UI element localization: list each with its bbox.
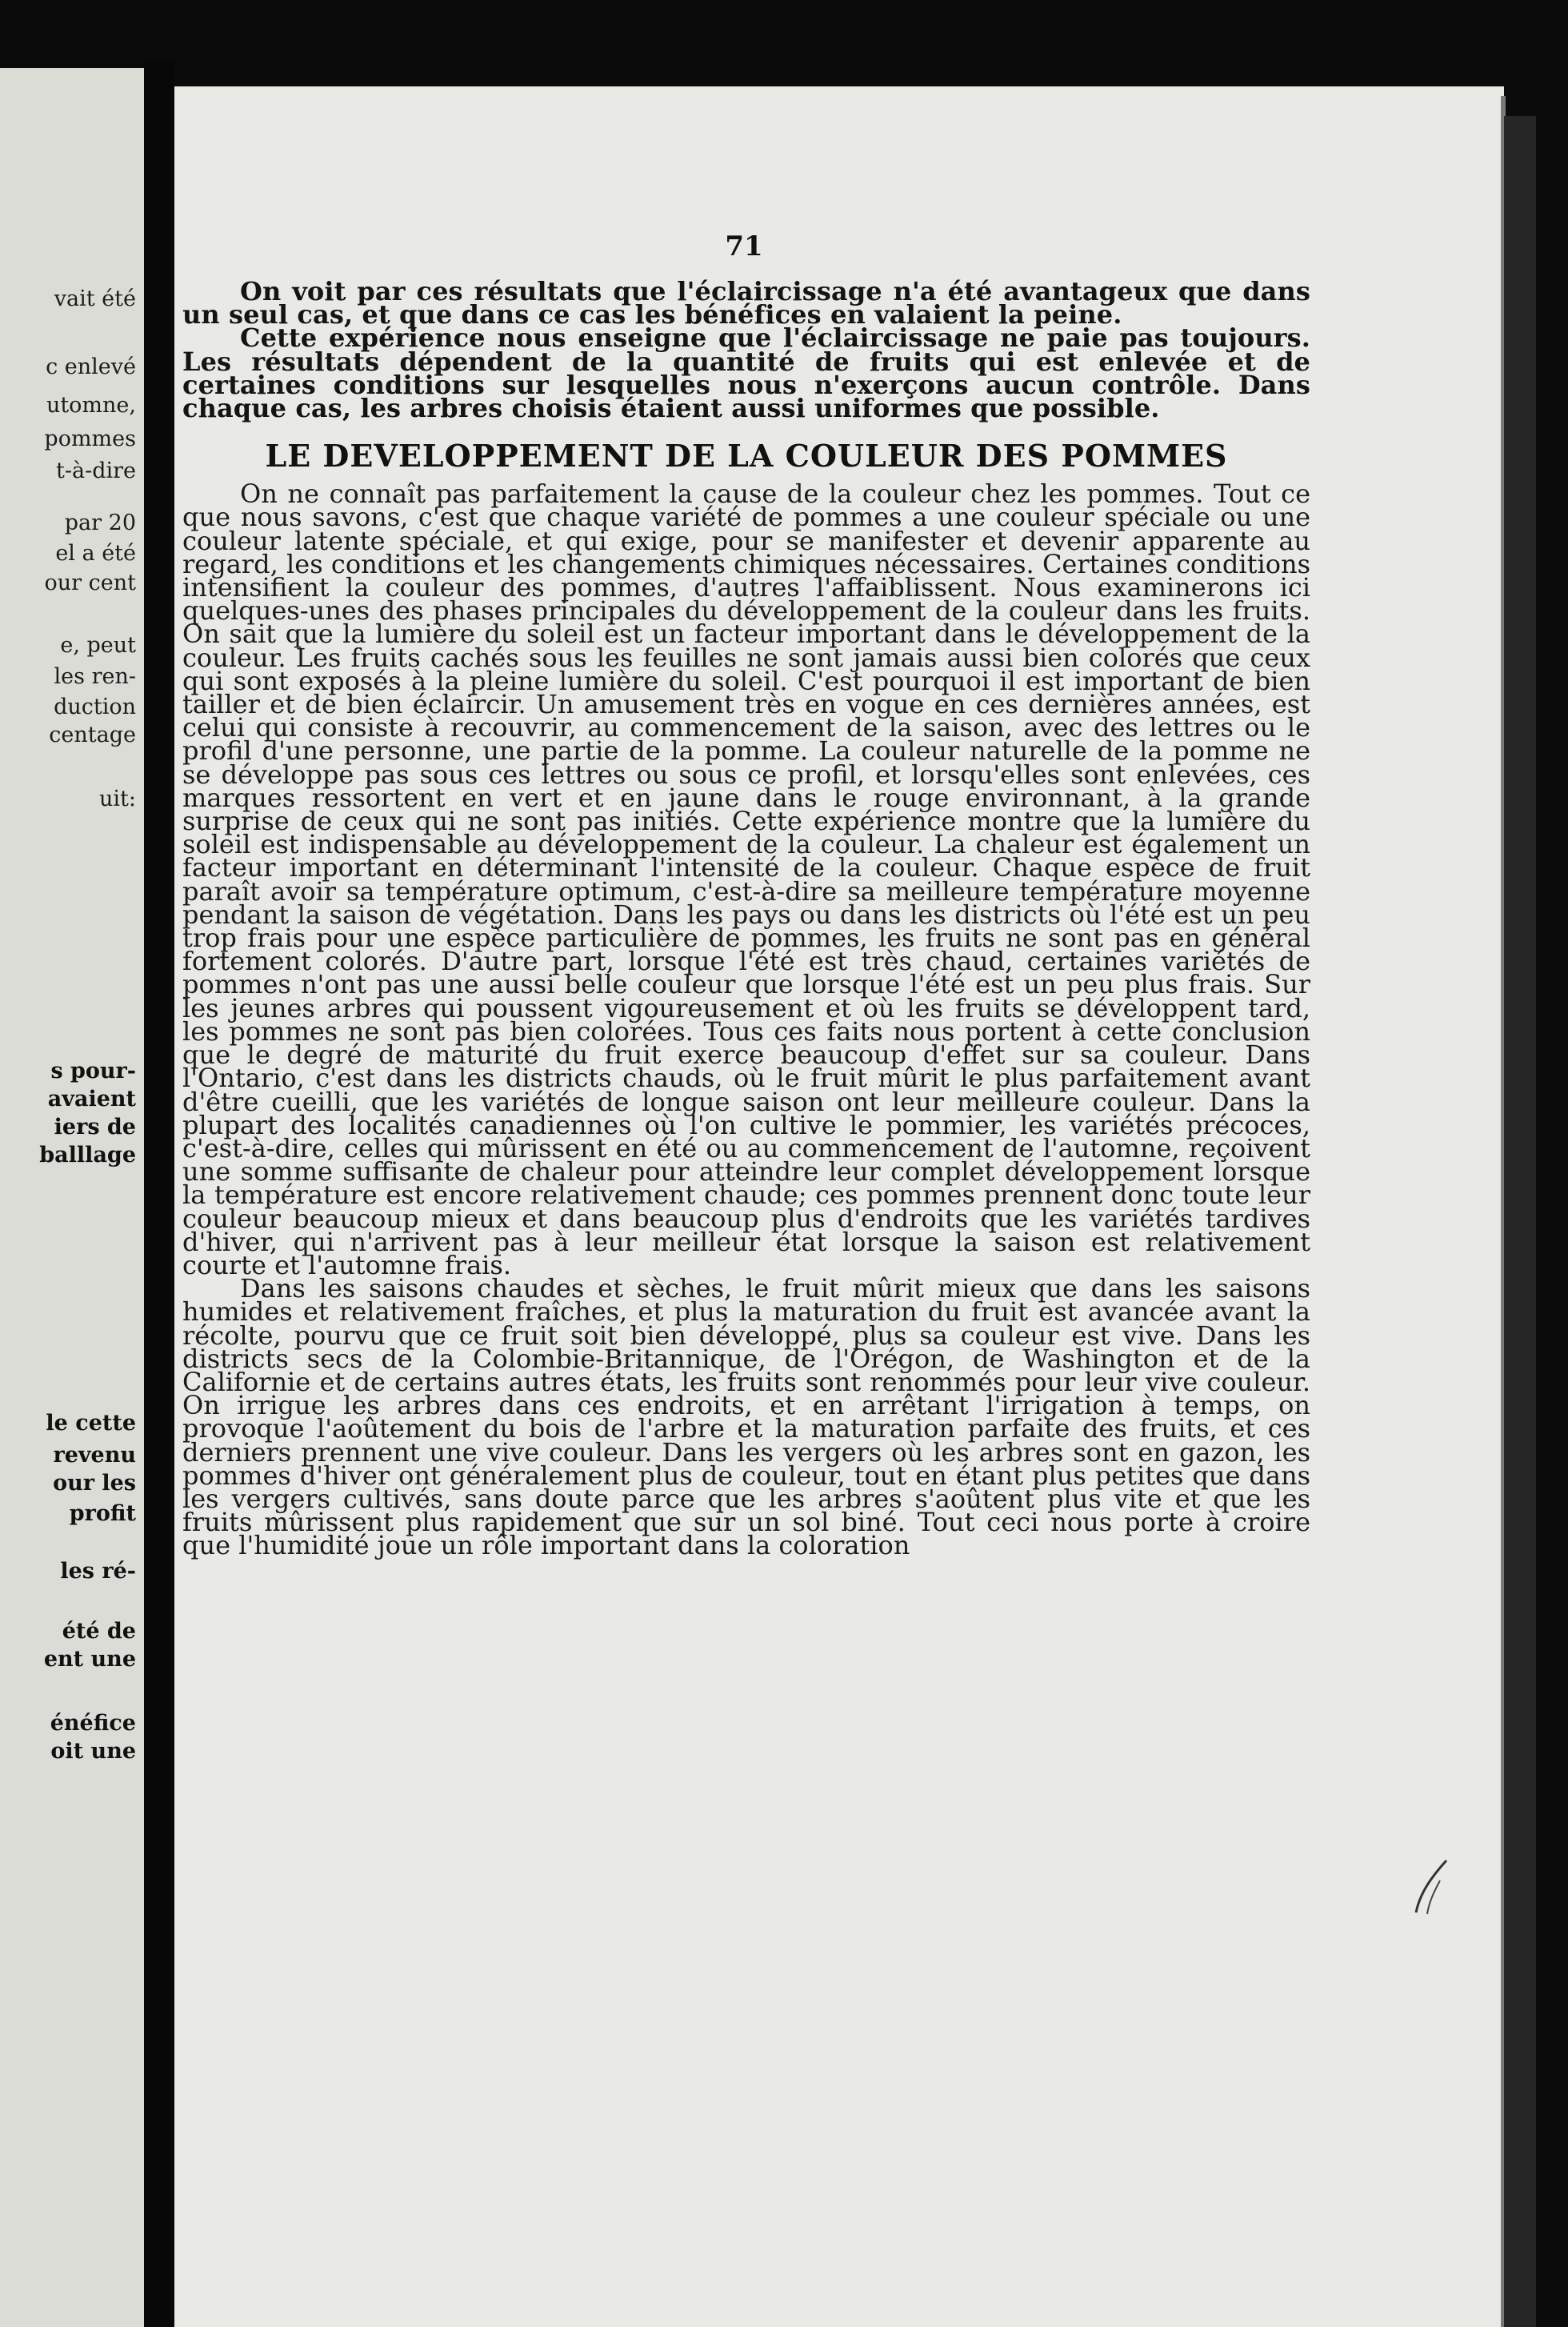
- left-page-text-fragment: balllage: [39, 1143, 136, 1168]
- body-paragraph: Dans les saisons chaudes et sèches, le fruit mûrit mieux que dans les saisons humides et relativement fraîches, et plus la maturation du fruit est avancée avant la récolte, pourvu que ce fruit soit bien développé, plus sa couleur est vive. Dans les districts secs de la Colombie-Britannique, de l'Orégon, de Washington et de la Californie et de certains autres états, les fruits sont renommés pour leur vive couleur. On irrigue les arbres dans ces endroits, et en arrêtant l'irrigation à temps, on provoque l'aoûtement du bois de l'arbre et la maturation parfaite des fruits, et ces derniers prennent une vive couleur. Dans les vergers où les arbres sont en gazon, les pommes d'hiver ont généralement plus de couleur, tout en étant plus petites que dans les vergers cultivés, sans doute parce que les arbres s'aoûtent plus vite et que les fruits mûrissent plus rapidement que sur un sol biné. Tout ceci nous porte à croire que l'humidité joue un rôle important dans la coloration: [182, 1273, 1310, 1561]
- left-page-text-fragment: énéfice: [50, 1711, 136, 1736]
- left-page-text-fragment: profit: [69, 1501, 136, 1526]
- left-page-text-fragment: revenu: [53, 1443, 136, 1468]
- intro-paragraph: On voit par ces résultats que l'éclaircissage n'a été avantageux que dans un seul cas, et que dans ce cas les bénéfices en valaient la peine.: [182, 276, 1310, 330]
- body-paragraph: On ne connaît pas parfaitement la cause de la couleur chez les pommes. Tout ce que nous savons, c'est que chaque variété de pommes a une couleur spéciale ou une couleur latente spéciale, et qui exige, pour se manifester et devenir apparente au regard, les conditions et les changements chimiques nécessaires. Certaines conditions intensifient la couleur des pommes, d'autres l'affaiblissent. Nous examinerons ici quelques-unes des phases principales du développement de la couleur dans les fruits. On sait que la lumière du soleil est un facteur important dans le développement de la couleur. Les fruits cachés sous les feuilles ne sont jamais aussi bien colorés que ceux qui sont exposés à la pleine lumière du soleil. C'est pourquoi il est important de bien tailler et de bien éclaircir. Un amusement très en vogue en ces dernières années, est celui qui consiste à recouvrir, au commencement de la saison, avec des lettres ou le profil d'une personne, une partie de la pomme. La couleur naturelle de la pomme ne se développe pas sous ces lettres ou sous ce profil, et lorsqu'elles sont enlevées, ces marques ressortent en vert et en jaune dans le rouge environnant, à la grande surprise de ceux qui ne sont pas initiés. Cette expérience montre que la lumière du soleil est indispensable au développement de la couleur. La chaleur est également un facteur important en déterminant l'intensité de la couleur. Chaque espèce de fruit paraît avoir sa température optimum, c'est-à-dire sa meilleure température moyenne pendant la saison de végétation. Dans les pays ou dans les districts où l'été est un peu trop frais pour une espèce particulière de pommes, les fruits ne sont pas en général fortement colorés. D'autre part, lorsque l'été est très chaud, certaines variétés de pommes n'ont pas une aussi belle couleur que lorsque l'été est un peu plus frais. Sur les jeunes arbres qui poussent vigoureusement et où les fruits se développent tard, les pommes ne sont pas bien colorées. Tous ces faits nous portent à cette conclusion que le degré de maturité du fruit exerce beaucoup d'effet sur sa couleur. Dans l'Ontario, c'est dans les districts chauds, où le fruit mûrit le plus parfaitement avant d'être cueilli, que les variétés de longue saison ont leur meilleure couleur. Dans la plupart des localités canadiennes où l'on cultive le pommier, les variétés précoces, c'est-à-dire, celles qui mûrissent en été ou au commencement de l'automne, reçoivent une somme suffisante de chaleur pour atteindre leur complet développement lorsque la température est encore relativement chaude; ces pommes prennent donc toute leur couleur beaucoup mieux et dans beaucoup plus d'endroits que les variétés tardives d'hiver, qui n'arrivent pas à leur meilleur état lorsque la saison est relativement courte et l'automne frais.: [182, 479, 1310, 1280]
- left-page-text-fragment: les ré-: [60, 1559, 136, 1584]
- left-page-text-fragment: e, peut: [60, 633, 136, 658]
- section-heading: LE DEVELOPPEMENT DE LA COULEUR DES POMMES: [265, 438, 1228, 475]
- left-page-text-fragment: le cette: [46, 1411, 136, 1436]
- book-gutter: [144, 60, 174, 2327]
- left-page-text-fragment: utomne,: [46, 393, 136, 418]
- left-page-text-fragment: our cent: [44, 571, 136, 595]
- left-page-text-fragment: t-à-dire: [56, 459, 136, 483]
- left-page-fragment: [0, 68, 144, 2327]
- intro-paragraph: Cette expérience nous enseigne que l'éclaircissage ne paie pas toujours. Les résultats dépendent de la quantité de fruits qui est enlevée et de certaines conditions sur lesquelles nous n'exerçons aucun contrôle. Dans chaque cas, les arbres choisis étaient aussi uniformes que possible.: [182, 322, 1310, 424]
- left-page-text-fragment: ent une: [43, 1647, 136, 1672]
- page-number: 71: [725, 230, 763, 262]
- left-page-text-fragment: les ren-: [54, 664, 136, 689]
- pencil-mark-icon: [1408, 1856, 1456, 1920]
- text-column: [182, 276, 1310, 1561]
- page-edge-shadow: [1504, 116, 1536, 2327]
- left-page-text-fragment: uit:: [99, 787, 136, 811]
- left-page-text-fragment: par 20: [64, 511, 136, 535]
- left-page-text-fragment: pommes: [44, 427, 136, 451]
- left-page-text-fragment: oit une: [50, 1739, 136, 1764]
- left-page-text-fragment: avaient: [47, 1087, 136, 1111]
- left-page-text-fragment: vait été: [54, 286, 136, 311]
- left-page-text-fragment: el a été: [55, 541, 136, 566]
- left-page-text-fragment: duction: [54, 695, 136, 719]
- left-page-text-fragment: c enlevé: [46, 354, 136, 379]
- left-page-text-fragment: our les: [53, 1471, 136, 1496]
- left-page-text-fragment: centage: [49, 723, 136, 747]
- left-page-text-fragment: s pour-: [50, 1059, 136, 1083]
- left-page-text-fragment: iers de: [54, 1115, 136, 1139]
- left-page-text-fragment: été de: [62, 1619, 136, 1644]
